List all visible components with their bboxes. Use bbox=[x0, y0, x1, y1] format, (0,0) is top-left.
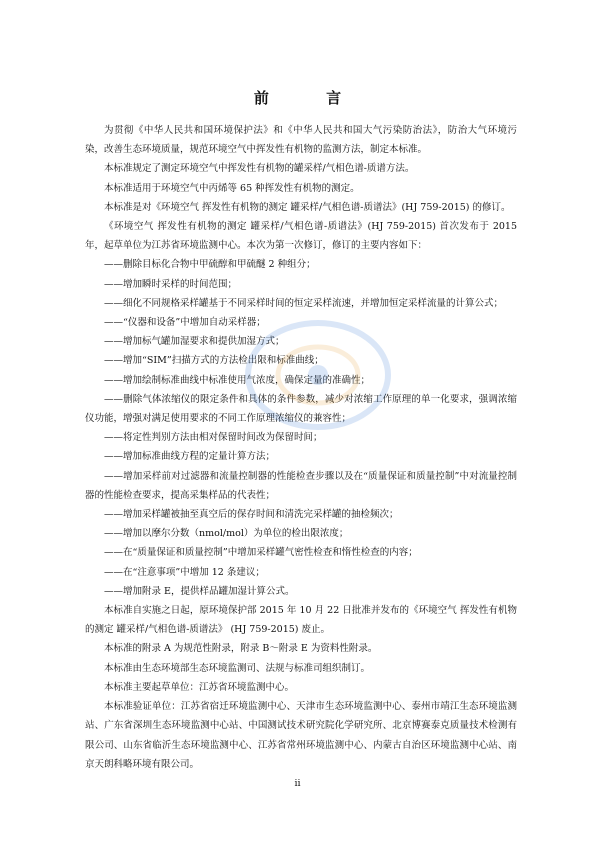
paragraph-purpose: 为贯彻《中华人民共和国环境保护法》和《中华人民共和国大气污染防治法》，防治大气环境污染，改善生态环境质量，规范环境空气中挥发性有机物的监测方法，制定本标准。 bbox=[85, 125, 517, 156]
paragraph-revision: 本标准是对《环境空气 挥发性有机物的测定 罐采样/气相色谱-质谱法》(HJ 759-2015) 的修订。 bbox=[104, 201, 511, 213]
revision-item: ——增加采样罐被抽至真空后的保存时间和清洗完采样罐的抽检频次； bbox=[104, 509, 399, 521]
preface-body bbox=[85, 121, 517, 774]
paragraph-organizer: 本标准由生态环境部生态环境监测司、法规与标准司组织制订。 bbox=[104, 662, 371, 674]
paragraph-scope: 本标准规定了测定环境空气中挥发性有机物的罐采样/气相色谱-质谱方法。 bbox=[104, 163, 415, 175]
revision-item: ——增加瞬时采样的时间范围； bbox=[104, 278, 238, 290]
revision-item: ——在“质量保证和质量控制”中增加采样罐气密性检查和惰性检查的内容； bbox=[104, 547, 418, 559]
paragraph-effective-date: 本标准自实施之日起，原环境保护部 2015 年 10 月 22 日批准并发布的《环境空气 挥发性有机物的测定 罐采样/气相色谱-质谱法》 (HJ 759-2015) 废止。 bbox=[85, 605, 517, 636]
revision-item: ——增加以摩尔分数（nmol/mol）为单位的检出限浓度； bbox=[104, 528, 349, 540]
revision-item: ——增加附录 E，提供样品罐加湿计算公式。 bbox=[104, 585, 295, 597]
revision-item: ——删除目标化合物中甲硫醇和甲硫醚 2 种组分； bbox=[104, 259, 316, 271]
page-number: ii bbox=[294, 778, 301, 789]
revision-item: ——增加标气罐加湿要求和提供加湿方式； bbox=[104, 336, 285, 348]
paragraph-appendices: 本标准的附录 A 为规范性附录，附录 B～附录 E 为资料性附录。 bbox=[104, 643, 378, 655]
page-title: 前 言 bbox=[253, 89, 368, 107]
paragraph-history: 《环境空气 挥发性有机物的测定 罐采样/气相色谱-质谱法》(HJ 759-2015) 首次发布于 2015 年，起草单位为江苏省环境监测中心。本次为第一次修订，修订的主要内容如下： bbox=[85, 221, 517, 252]
revision-item: ——增加“SIM”扫描方式的方法检出限和标准曲线； bbox=[104, 355, 324, 367]
paragraph-validators: 本标准验证单位：江苏省宿迁环境监测中心、天津市生态环境监测中心、泰州市靖江生态环境监测站、广东省深圳生态环境监测中心站、中国测试技术研究院化学研究所、北京博赛泰克质量技术检测有限公司、山东省临沂生态环境监测中心、江苏省常州环境监测中心、内蒙古自治区环境监测中心站、南京天朗科略环境有限公司。 bbox=[85, 701, 517, 770]
revision-item: ——将定性判别方法由相对保留时间改为保留时间； bbox=[104, 432, 323, 444]
revision-item: ——在“注意事项”中增加 12 条建议； bbox=[104, 566, 265, 578]
revision-item: ——增加采样前对过滤器和流量控制器的性能检查步骤以及在“质量保证和质量控制”中对流量控制器的性能检查要求，提高采集样品的代表性； bbox=[85, 470, 517, 501]
revision-item: ——细化不同规格采样罐基于不同采样时间的恒定采样流速，并增加恒定采样流量的计算公式； bbox=[104, 297, 504, 309]
revision-item: ——删除气体浓缩仪的限定条件和具体的条件参数，减少对浓缩工作原理的单一化要求，强调浓缩仪功能，增强对满足使用要求的不同工作原理浓缩仪的兼容性； bbox=[85, 393, 517, 425]
revision-item: ——增加标准曲线方程的定量计算方法； bbox=[104, 451, 276, 463]
paragraph-applicability: 本标准适用于环境空气中丙烯等 65 种挥发性有机物的测定。 bbox=[104, 182, 360, 194]
revision-item: ——增加绘制标准曲线中标准使用气浓度，确保定量的准确性； bbox=[104, 374, 371, 386]
revision-item: ——“仪器和设备”中增加自动采样器； bbox=[104, 317, 266, 329]
paragraph-drafter: 本标准主要起草单位：江苏省环境监测中心。 bbox=[104, 681, 295, 693]
